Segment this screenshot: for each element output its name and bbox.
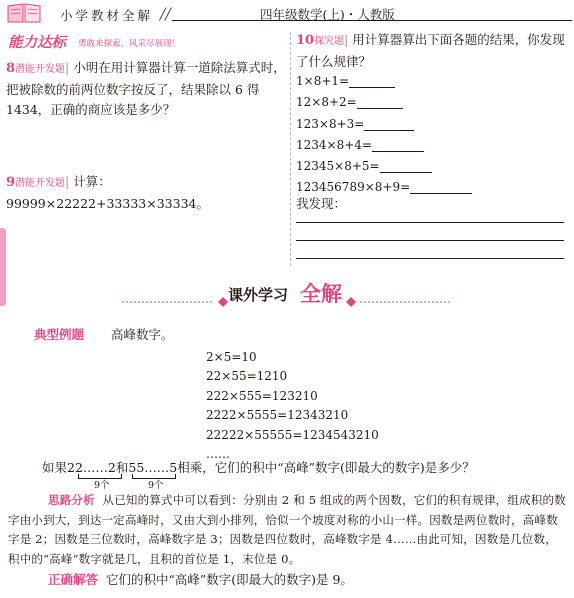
example-label: 典型例题 [34,327,85,342]
question-and: 和 [115,460,129,475]
question-number: 9 [6,175,16,190]
mountain-row: 2222×5555=12343210 [206,408,349,423]
answer-blank[interactable] [410,181,472,194]
equation-row [296,135,472,156]
equation-text: 123×8+3= [296,116,365,131]
question-tag: 潜能开发题 [15,64,66,75]
equation-text: 12345×8+5= [296,159,380,174]
mountain-row: 22222×55555=1234543210 [206,427,379,442]
answer-blank[interactable] [349,75,395,88]
question-8: 8潜能开发题| 小明在用计算器计算一道除法算式时，把被除数的前两位数字按反了，结果除以 6 得 1434，正确的商应该是多少？ [6,60,286,117]
answer-blank[interactable] [372,139,424,152]
answer-line[interactable] [296,240,564,241]
analysis-paragraph [8,491,568,569]
side-tab-decoration [0,228,6,306]
book-icon [6,2,42,24]
question-number: 10 [296,33,315,48]
banner-accent: 全解 [300,282,342,306]
question-tag: 探究题 [314,36,345,47]
question-prefix: 如果 [42,460,68,475]
answer-blank[interactable] [380,160,432,173]
answer-line-text [48,570,353,588]
analysis-label: 思路分析 [48,493,95,507]
question-text: 计算：99999×22222+33333×33334。 [6,174,209,211]
column-divider [290,32,291,266]
answer-line[interactable] [296,258,564,259]
mountain-row: 2×5=10 [206,350,257,364]
section-logo: 能力达标 [8,34,66,51]
banner-title: 课外学习 [228,286,289,304]
equation-text: 12×8+2= [296,95,357,110]
find-label: 我发现： [296,196,347,211]
book-title: 小学教材全解 [60,8,154,23]
equation-row [296,114,472,135]
question-text: 小明在用计算器计算一道除法算式时，把被除数的前两位数字按反了，结果除以 6 得 1434，正确的商应该是多少？ [6,60,286,117]
equation-list [296,71,472,199]
equation-row [296,156,472,177]
factor-one: 22……2 [67,460,116,475]
mountain-equations [206,348,379,464]
equation-text: 1234×8+4= [296,137,372,152]
brace-label-two: 9个 [148,480,164,491]
mountain-row: …… [206,446,230,461]
analysis-text: 从已知的算式中可以看到：分别由 2 和 5 组成的两个因数，它们的积有规律，组成积的数字由小到大，到达一定高峰时，又由大到小排列，恰似一个坡度对称的小山一样。因数是两位数时，高峰数字是 2；因数是三位数时，高峰数字是 3；因数是四位数时，高峰数字是 4……由此可知，因数是几位数，积中的“高峰”数字就是几，且积的首位是 1，末位是 0。 [8,493,566,566]
question-number: 8 [6,61,16,76]
answer-blank[interactable] [364,118,414,131]
mountain-row: 22×55=1210 [206,369,288,384]
section-slogan: 勇敢来探索，风采尽展现！ [78,39,181,49]
mountain-row: 222×555=123210 [206,388,318,403]
factor-two: 55……5 [128,460,178,475]
header-slash-decoration: // [160,4,171,23]
answer-blank[interactable] [357,96,403,109]
question-text: 用计算器算出下面各题的结果，你发现了什么规律？ [296,32,565,69]
example-topic: 高峰数字。 [111,327,174,342]
equation-text: 1×8+1= [296,74,350,88]
grade-label: 四年级数学(上)・人教版 [260,7,395,22]
equation-row [296,71,472,92]
answer-label: 正确解答 [48,572,99,587]
equation-text: 123456789×8+9= [296,180,411,195]
answer-text: 它们的积中“高峰”数字(即最大的数字)是 9。 [105,572,353,587]
question-10: 10探究题| 用计算器算出下面各题的结果，你发现了什么规律？ [296,32,565,69]
question-9: 9潜能开发题| 计算：99999×22222+33333×33334。 [6,174,209,211]
question-tag: 潜能开发题 [15,178,66,189]
brace-label-one: 9个 [94,480,110,491]
answer-line[interactable] [296,222,564,223]
equation-row [296,92,472,113]
question-suffix: 相乘，它们的积中“高峰”数字(即最大的数字)是多少？ [177,460,475,475]
